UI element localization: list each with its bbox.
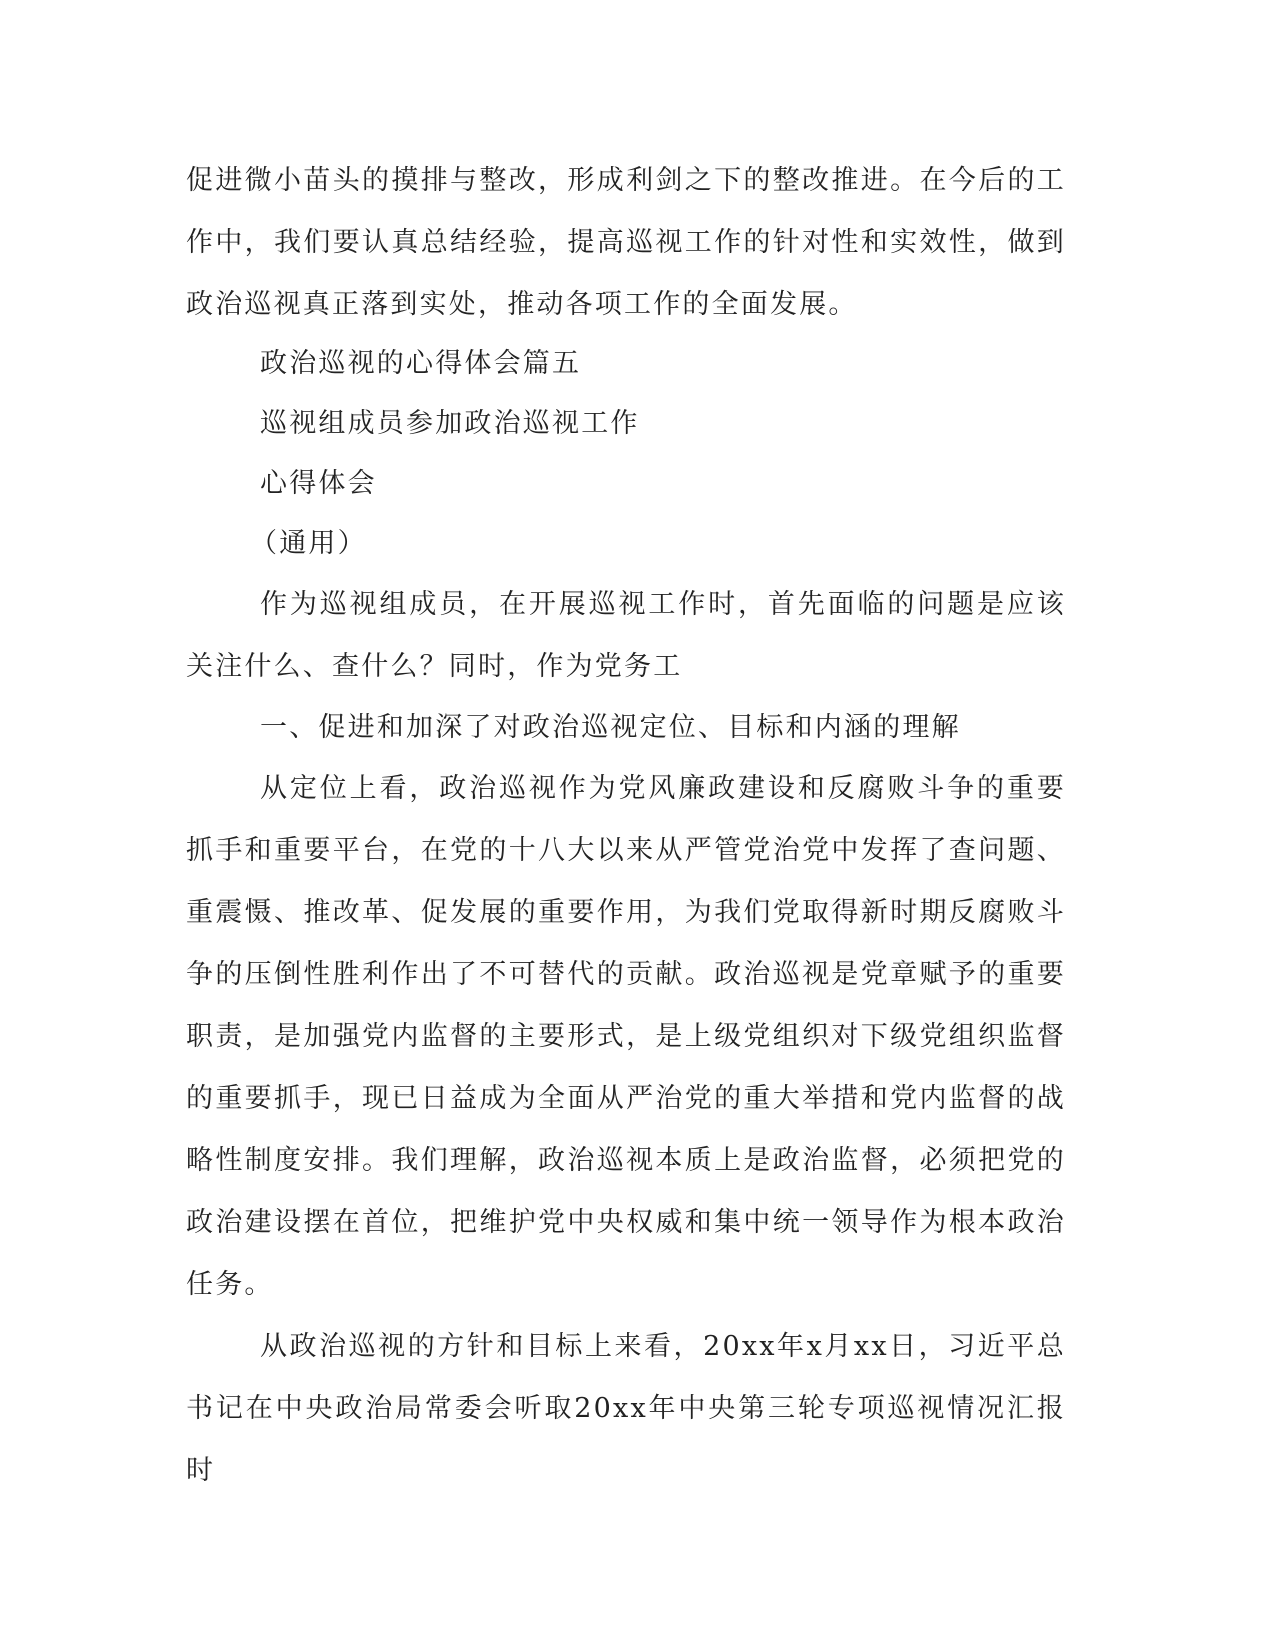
paragraph-1: 促进微小苗头的摸排与整改，形成利剑之下的整改推进。在今后的工作中，我们要认真总结经验，提高巡视工作的针对性和实效性，做到政治巡视真正落到实处，推动各项工作的全面发展。 [186, 165, 1066, 320]
section-title-line-2: 巡视组成员参加政治巡视工作 [260, 408, 640, 439]
section-title-line-1: 政治巡视的心得体会篇五 [260, 348, 582, 379]
section-title-line-4: （通用） [250, 528, 367, 559]
section-title-line-3: 心得体会 [260, 468, 377, 499]
paragraph-2: 作为巡视组成员，在开展巡视工作时，首先面临的问题是应该关注什么、查什么？同时，作为党务工 [186, 589, 1066, 682]
paragraph-4: 从政治巡视的方针和目标上来看，20xx年x月xx日，习近平总书记在中央政治局常委会听取20xx年中央第三轮专项巡视情况汇报时 [186, 1331, 1066, 1486]
paragraph-3: 从定位上看，政治巡视作为党风廉政建设和反腐败斗争的重要抓手和重要平台，在党的十八大以来从严管党治党中发挥了查问题、重震慑、推改革、促发展的重要作用，为我们党取得新时期反腐败斗争的压倒性胜利作出了不可替代的贡献。政治巡视是党章赋予的重要职责，是加强党内监督的主要形式，是上级党组织对下级党组织监督的重要抓手，现已日益成为全面从严治党的重大举措和党内监督的战略性制度安排。我们理解，政治巡视本质上是政治监督，必须把党的政治建设摆在首位，把维护党中央权威和集中统一领导作为根本政治任务。 [186, 773, 1066, 1300]
heading-1: 一、促进和加深了对政治巡视定位、目标和内涵的理解 [260, 712, 961, 743]
document-body [186, 160, 1066, 1502]
